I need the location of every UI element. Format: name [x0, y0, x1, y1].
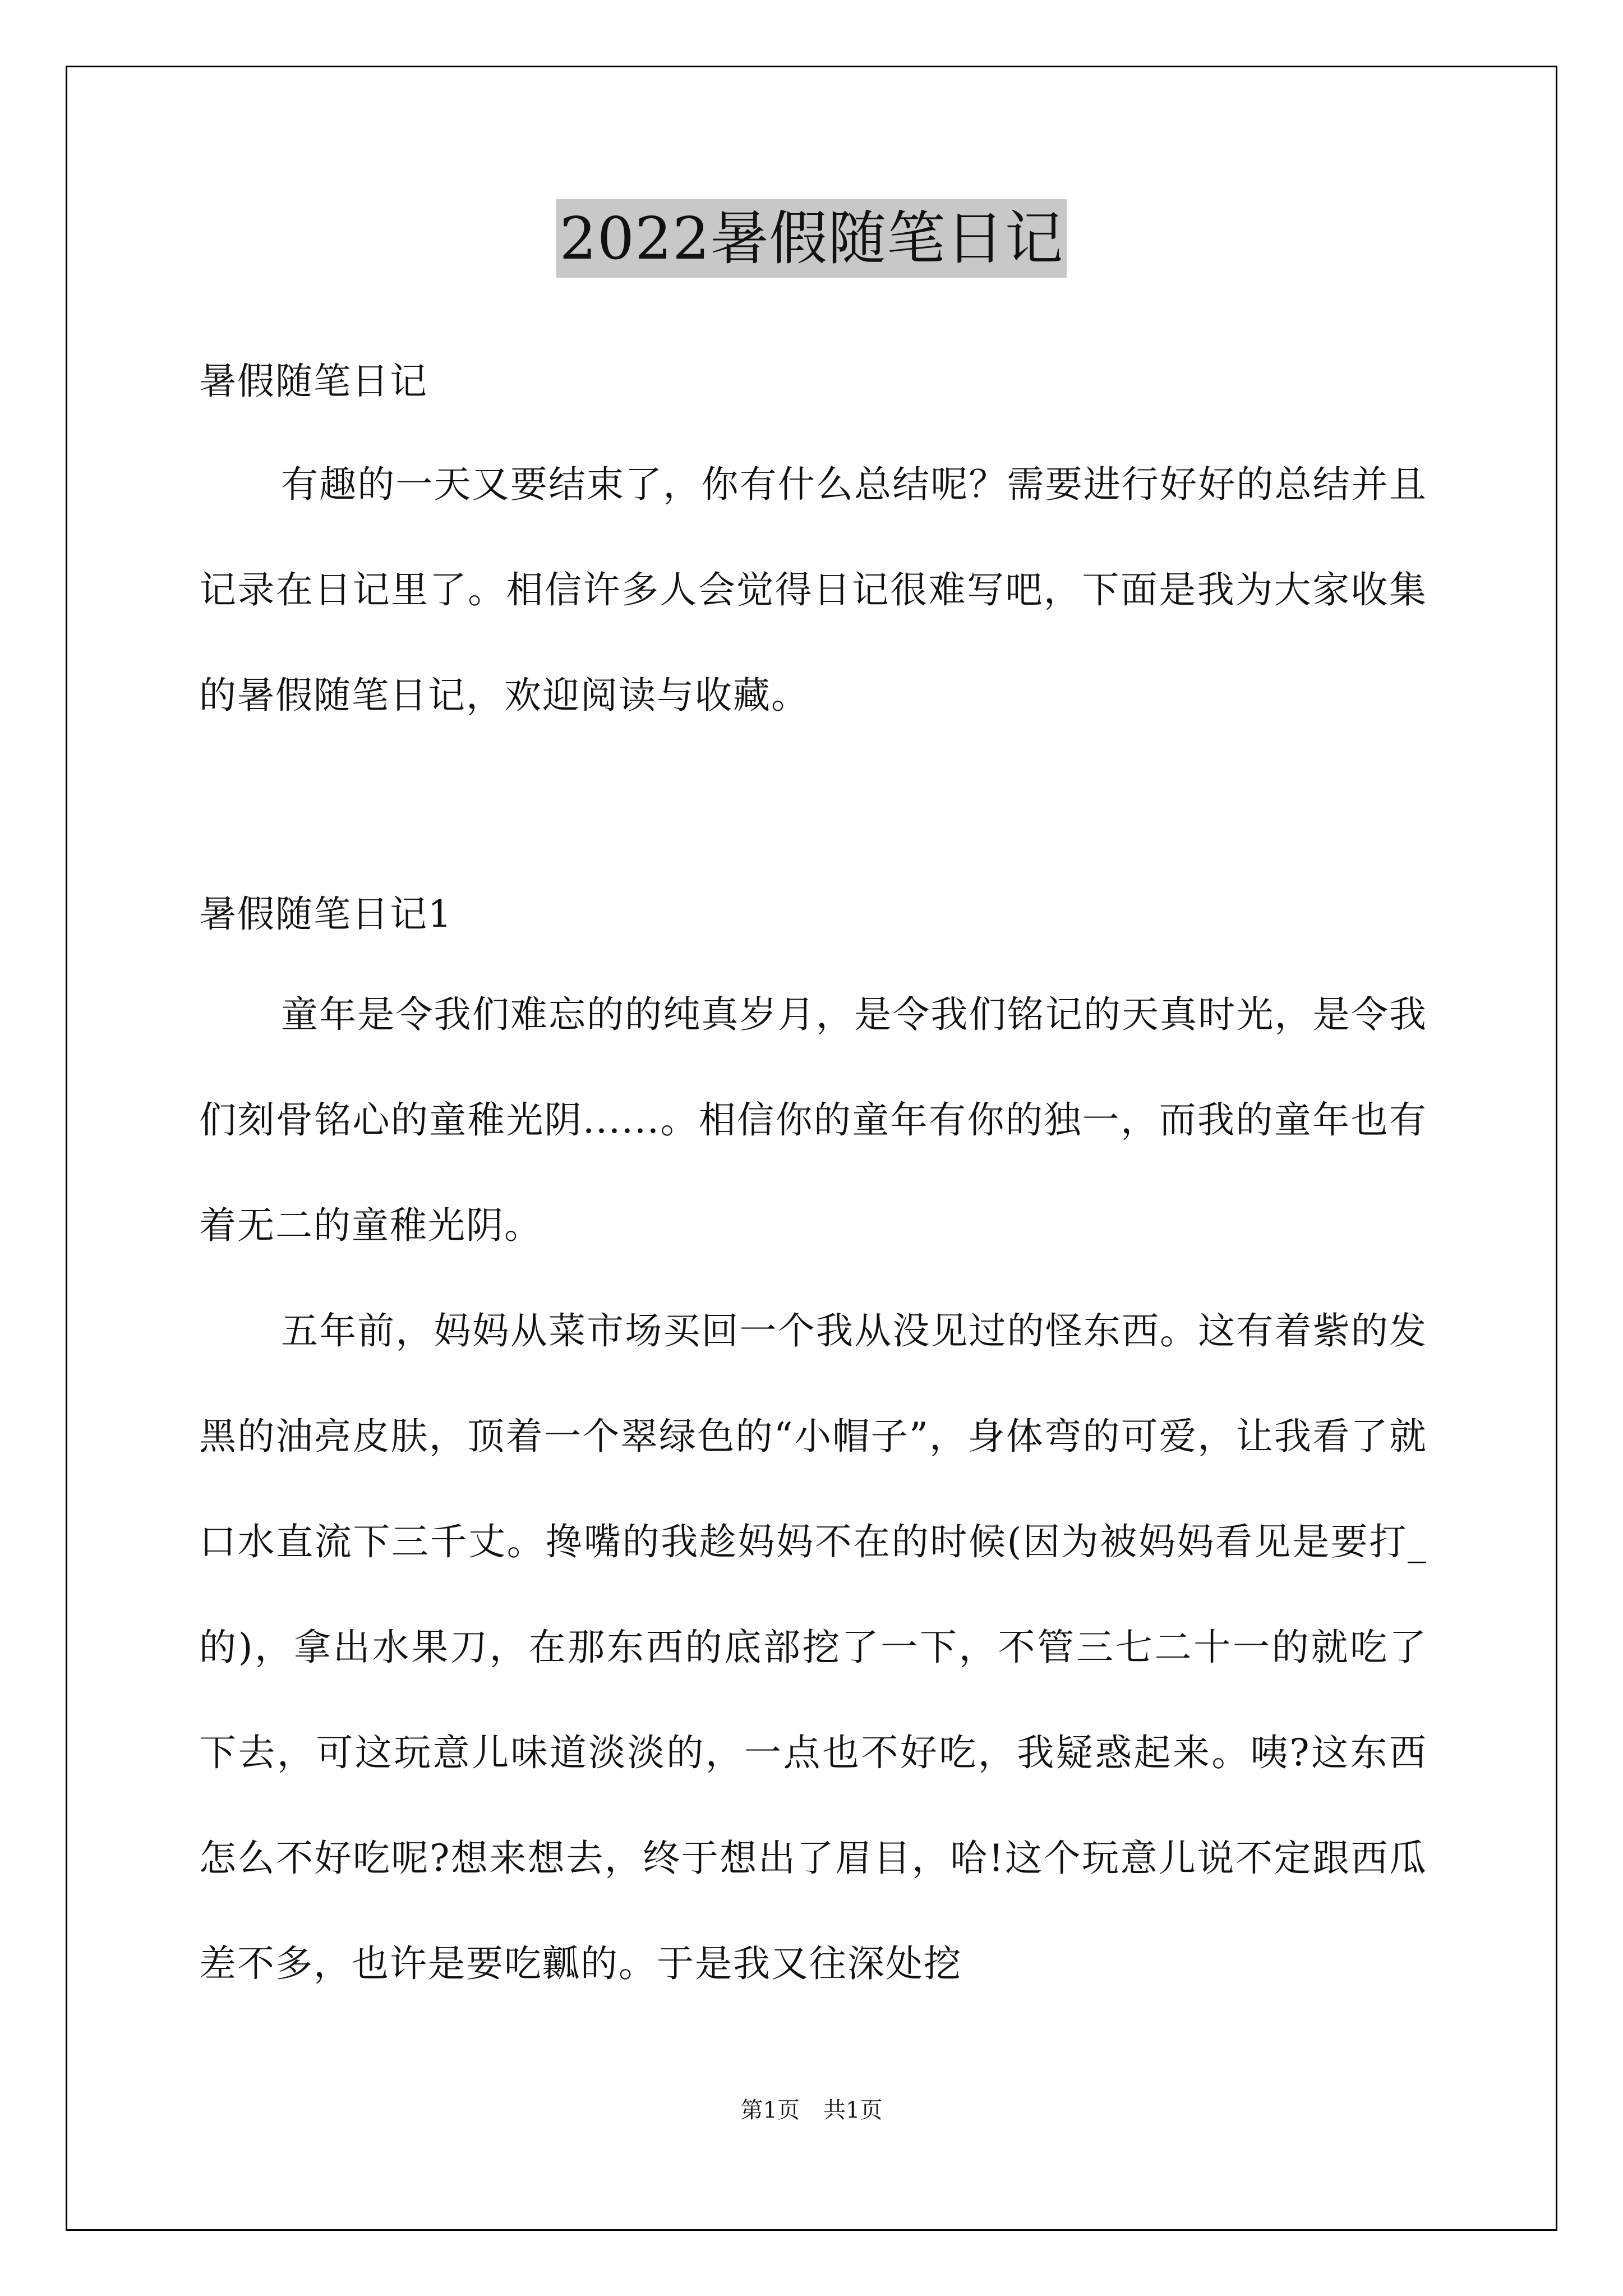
- section1-paragraph-2: 五年前，妈妈从菜市场买回一个我从没见过的怪东西。这有着紫的发黑的油亮皮肤，顶着一个翠绿色的“小帽子”，身体弯的可爱，让我看了就口水直流下三千丈。搀嘴的我趁妈妈不在的时候(因为被妈妈看见是要打_的)，拿出水果刀，在那东西的底部挖了一下，不管三七二十一的就吃了下去，可这玩意儿味道淡淡的，一点也不好吃，我疑惑起来。咦?这东西怎么不好吃呢?想来想去，终于想出了眉目，哈!这个玩意儿说不定跟西瓜差不多，也许是要吃瓤的。于是我又往深处挖: [199, 1309, 1427, 1985]
- section1-paragraph-1: 童年是令我们难忘的的纯真岁月，是令我们铭记的天真时光，是令我们刻骨铭心的童稚光阴......。相信你的童年有你的独一，而我的童年也有着无二的童稚光阴。: [199, 993, 1427, 1247]
- document-title: 2022暑假随笔日记: [556, 199, 1067, 278]
- page-footer: [0, 2093, 1623, 2127]
- title-container: [0, 199, 1623, 278]
- section1-body: [199, 962, 1427, 2017]
- intro-block: [199, 432, 1427, 748]
- subtitle: 暑假随笔日记: [199, 360, 428, 403]
- page-number: 第1页: [740, 2097, 800, 2123]
- intro-paragraph: 有趣的一天又要结束了，你有什么总结呢？需要进行好好的总结并且记录在日记里了。相信许多人会觉得日记很难写吧，下面是我为大家收集的暑假随笔日记，欢迎阅读与收藏。: [199, 463, 1427, 717]
- page-total: 共1页: [823, 2097, 883, 2123]
- section1-heading: 暑假随笔日记1: [199, 892, 453, 936]
